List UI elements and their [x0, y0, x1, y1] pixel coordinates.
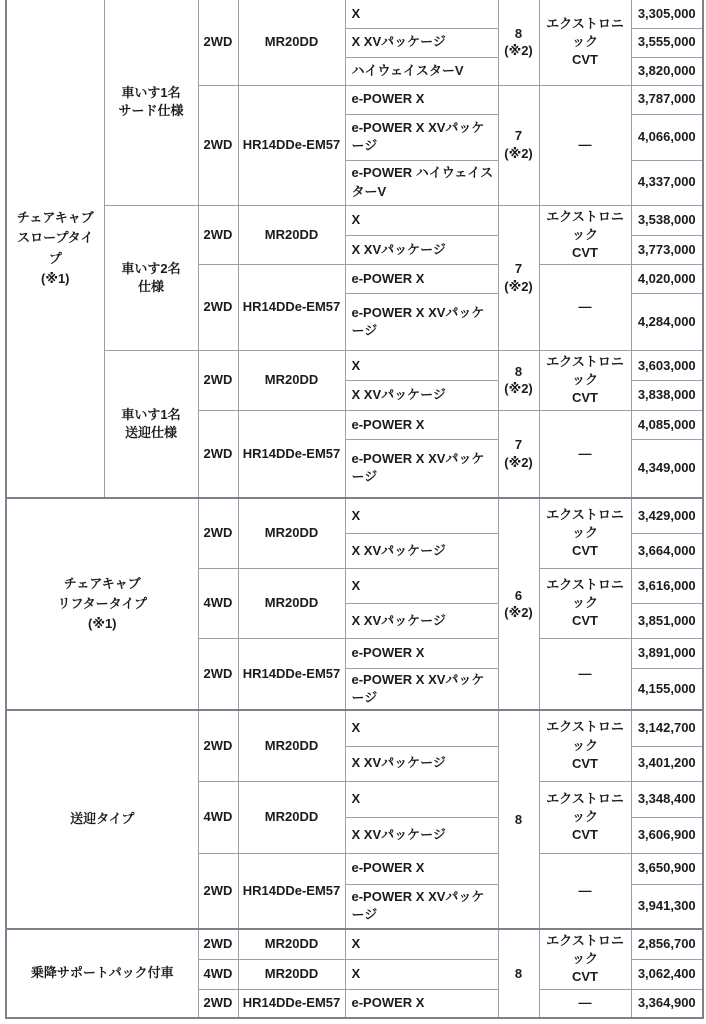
- engine-cell: HR14DDe-EM57: [238, 853, 345, 929]
- price-cell: 4,066,000: [631, 114, 703, 160]
- price-cell: 4,337,000: [631, 160, 703, 205]
- grade-cell: e-POWER X: [345, 853, 498, 884]
- price-cell: 3,142,700: [631, 710, 703, 746]
- engine-cell: MR20DD: [238, 205, 345, 265]
- drive-cell: 2WD: [198, 265, 238, 351]
- grade-cell: X XVパッケージ: [345, 235, 498, 264]
- grade-cell: X: [345, 205, 498, 235]
- price-cell: 3,838,000: [631, 381, 703, 410]
- drive-cell: 2WD: [198, 638, 238, 710]
- price-cell: 3,062,400: [631, 959, 703, 989]
- engine-cell: MR20DD: [238, 781, 345, 853]
- drive-cell: 4WD: [198, 781, 238, 853]
- drive-cell: 4WD: [198, 959, 238, 989]
- price-cell: 3,664,000: [631, 533, 703, 568]
- engine-cell: HR14DDe-EM57: [238, 410, 345, 498]
- table-row: [6, 498, 703, 533]
- transmission-cell: エクストロニック CVT: [539, 781, 631, 853]
- table-row: [6, 0, 703, 28]
- drive-cell: 2WD: [198, 929, 238, 959]
- drive-cell: 2WD: [198, 0, 238, 85]
- type-cell: チェアキャブ スロープタイ プ (※1): [6, 0, 104, 498]
- transmission-cell: —: [539, 638, 631, 710]
- transmission-cell: エクストロニック CVT: [539, 0, 631, 85]
- price-cell: 4,155,000: [631, 668, 703, 710]
- grade-cell: ハイウェイスターV: [345, 57, 498, 85]
- engine-cell: HR14DDe-EM57: [238, 989, 345, 1018]
- table-row: [6, 205, 703, 235]
- type-cell: 送迎タイプ: [6, 710, 198, 929]
- grade-cell: X XVパッケージ: [345, 817, 498, 853]
- capacity-cell: 8 (※2): [498, 351, 539, 411]
- engine-cell: HR14DDe-EM57: [238, 265, 345, 351]
- price-cell: 3,773,000: [631, 235, 703, 264]
- subtype-cell: 車いす1名 サード仕様: [104, 0, 198, 205]
- engine-cell: MR20DD: [238, 959, 345, 989]
- grade-cell: X: [345, 781, 498, 817]
- grade-cell: e-POWER X: [345, 265, 498, 294]
- grade-cell: X XVパッケージ: [345, 381, 498, 410]
- grade-cell: e-POWER X: [345, 989, 498, 1018]
- transmission-cell: —: [539, 410, 631, 498]
- price-cell: 3,538,000: [631, 205, 703, 235]
- transmission-cell: —: [539, 989, 631, 1018]
- price-cell: 3,401,200: [631, 746, 703, 781]
- price-cell: 3,891,000: [631, 638, 703, 668]
- grade-cell: X XVパッケージ: [345, 533, 498, 568]
- drive-cell: 4WD: [198, 568, 238, 638]
- drive-cell: 2WD: [198, 710, 238, 781]
- drive-cell: 2WD: [198, 498, 238, 568]
- capacity-cell: 6 (※2): [498, 498, 539, 710]
- transmission-cell: エクストロニック CVT: [539, 351, 631, 411]
- price-cell: 3,851,000: [631, 603, 703, 638]
- price-cell: 4,284,000: [631, 294, 703, 351]
- price-cell: 3,650,900: [631, 853, 703, 884]
- price-cell: 3,429,000: [631, 498, 703, 533]
- price-cell: 3,603,000: [631, 351, 703, 381]
- transmission-cell: エクストロニック CVT: [539, 568, 631, 638]
- grade-cell: X: [345, 710, 498, 746]
- drive-cell: 2WD: [198, 351, 238, 411]
- price-cell: 3,787,000: [631, 85, 703, 114]
- price-cell: 3,348,400: [631, 781, 703, 817]
- transmission-cell: エクストロニック CVT: [539, 205, 631, 265]
- drive-cell: 2WD: [198, 205, 238, 265]
- table-row: [6, 351, 703, 381]
- drive-cell: 2WD: [198, 410, 238, 498]
- engine-cell: MR20DD: [238, 498, 345, 568]
- grade-cell: e-POWER X XVパッケージ: [345, 294, 498, 351]
- price-cell: 2,856,700: [631, 929, 703, 959]
- grade-cell: e-POWER X: [345, 85, 498, 114]
- price-cell: 3,305,000: [631, 0, 703, 28]
- price-cell: 3,820,000: [631, 57, 703, 85]
- grade-cell: X: [345, 0, 498, 28]
- engine-cell: MR20DD: [238, 710, 345, 781]
- grade-cell: X XVパッケージ: [345, 28, 498, 57]
- engine-cell: HR14DDe-EM57: [238, 638, 345, 710]
- price-cell: 3,941,300: [631, 884, 703, 929]
- grade-cell: X: [345, 498, 498, 533]
- drive-cell: 2WD: [198, 85, 238, 205]
- transmission-cell: エクストロニック CVT: [539, 710, 631, 781]
- drive-cell: 2WD: [198, 989, 238, 1018]
- engine-cell: MR20DD: [238, 0, 345, 85]
- type-cell: 乗降サポートパック付車: [6, 929, 198, 1018]
- grade-cell: X: [345, 929, 498, 959]
- vehicle-price-table: [5, 0, 704, 1019]
- grade-cell: X XVパッケージ: [345, 603, 498, 638]
- subtype-cell: 車いす2名 仕様: [104, 205, 198, 351]
- capacity-cell: 8: [498, 710, 539, 929]
- capacity-cell: 8: [498, 929, 539, 1018]
- price-cell: 3,555,000: [631, 28, 703, 57]
- subtype-cell: 車いす1名 送迎仕様: [104, 351, 198, 499]
- grade-cell: e-POWER X XVパッケージ: [345, 439, 498, 498]
- grade-cell: e-POWER X: [345, 638, 498, 668]
- transmission-cell: エクストロニック CVT: [539, 929, 631, 989]
- price-table-container: [5, 0, 704, 1019]
- grade-cell: e-POWER X: [345, 410, 498, 439]
- engine-cell: MR20DD: [238, 568, 345, 638]
- grade-cell: X: [345, 568, 498, 603]
- capacity-cell: 8 (※2): [498, 0, 539, 85]
- table-row: [6, 929, 703, 959]
- price-cell: 3,364,900: [631, 989, 703, 1018]
- grade-cell: X XVパッケージ: [345, 746, 498, 781]
- grade-cell: e-POWER X XVパッケージ: [345, 884, 498, 929]
- capacity-cell: 7 (※2): [498, 410, 539, 498]
- transmission-cell: エクストロニック CVT: [539, 498, 631, 568]
- transmission-cell: —: [539, 853, 631, 929]
- table-row: [6, 710, 703, 746]
- engine-cell: MR20DD: [238, 929, 345, 959]
- capacity-cell: 7 (※2): [498, 205, 539, 351]
- capacity-cell: 7 (※2): [498, 85, 539, 205]
- grade-cell: e-POWER X XVパッケージ: [345, 668, 498, 710]
- price-cell: 4,020,000: [631, 265, 703, 294]
- price-cell: 4,349,000: [631, 439, 703, 498]
- engine-cell: MR20DD: [238, 351, 345, 411]
- grade-cell: e-POWER ハイウェイスターV: [345, 160, 498, 205]
- grade-cell: X: [345, 959, 498, 989]
- transmission-cell: —: [539, 265, 631, 351]
- type-cell: チェアキャブ リフタータイプ (※1): [6, 498, 198, 710]
- transmission-cell: —: [539, 85, 631, 205]
- price-cell: 3,606,900: [631, 817, 703, 853]
- price-cell: 4,085,000: [631, 410, 703, 439]
- engine-cell: HR14DDe-EM57: [238, 85, 345, 205]
- grade-cell: e-POWER X XVパッケージ: [345, 114, 498, 160]
- price-cell: 3,616,000: [631, 568, 703, 603]
- grade-cell: X: [345, 351, 498, 381]
- drive-cell: 2WD: [198, 853, 238, 929]
